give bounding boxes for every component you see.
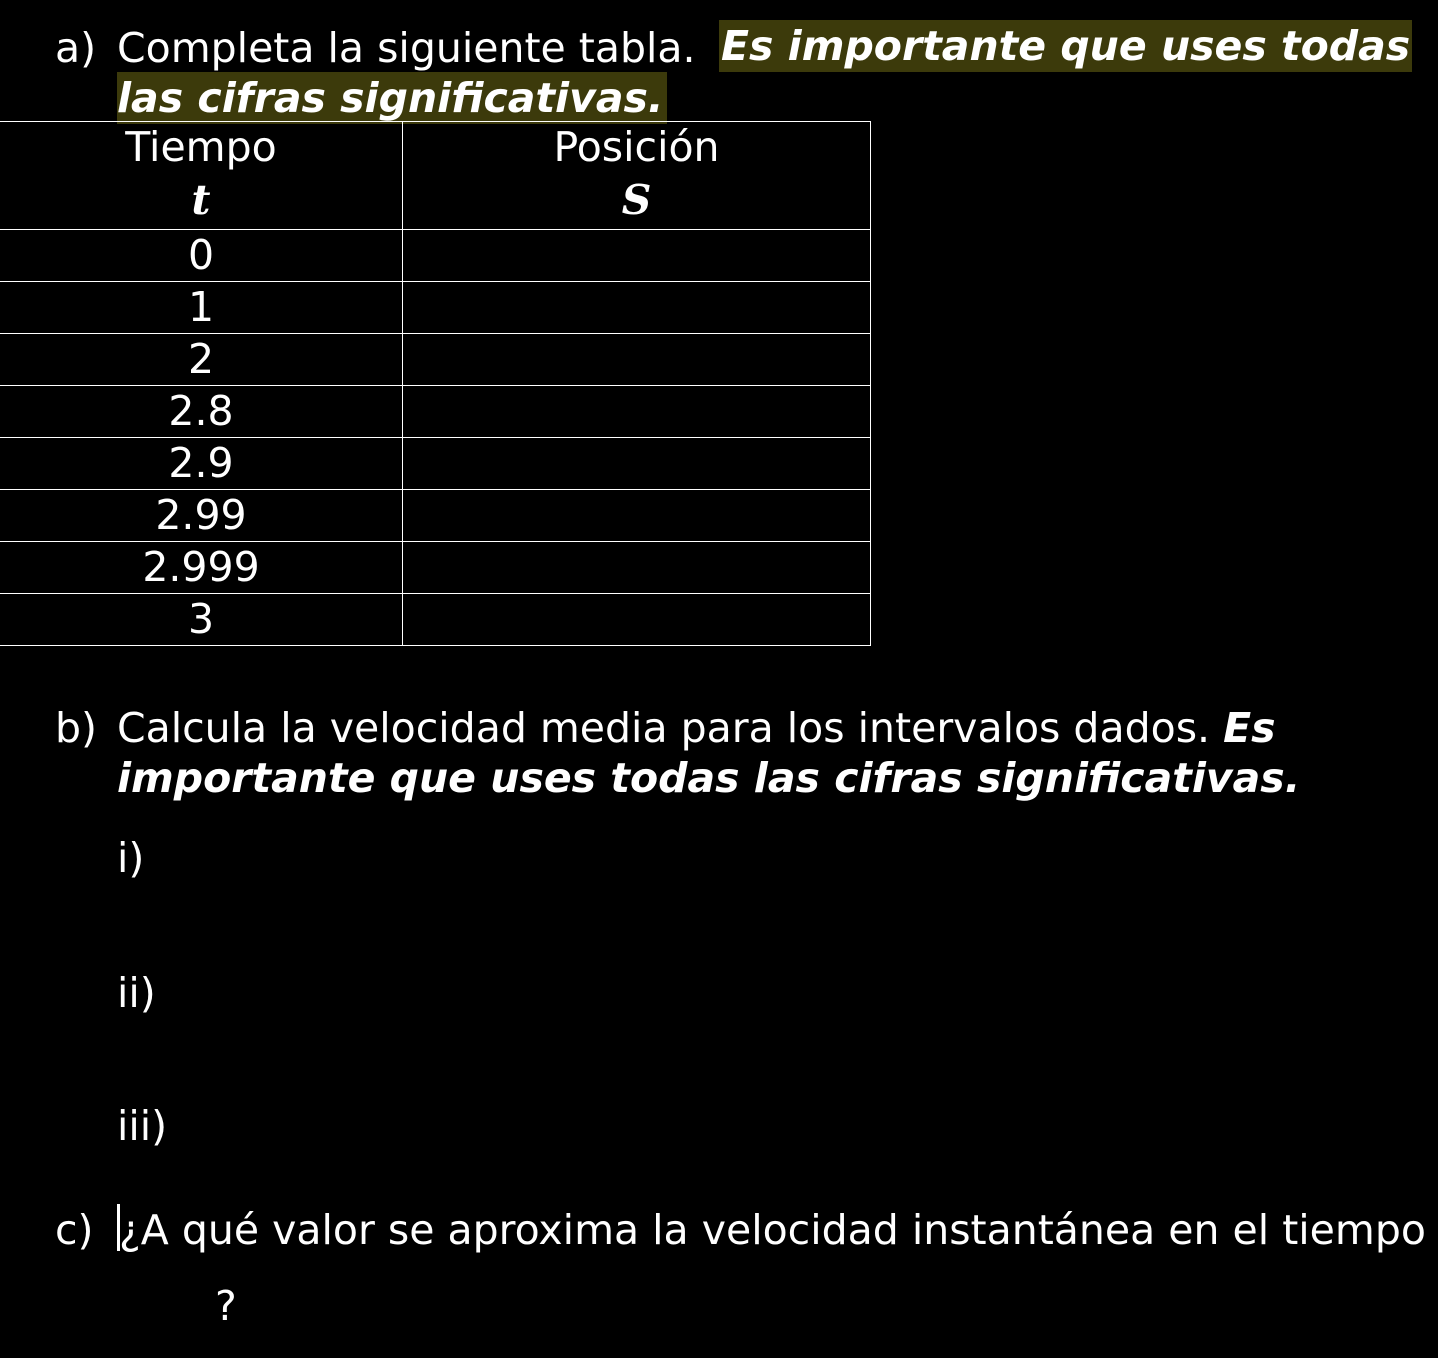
position-header: Posición bbox=[553, 123, 720, 171]
time-cell: 2.8 bbox=[0, 386, 403, 438]
part-c-question: ¿A qué valor se aproxima la velocidad instantánea en el tiempo bbox=[119, 1206, 1426, 1254]
table-row bbox=[0, 542, 871, 594]
part-b-marker: b) bbox=[55, 704, 98, 752]
position-cell[interactable] bbox=[403, 282, 871, 334]
part-b-instruction-line1 bbox=[117, 702, 1276, 754]
part-b-emphasis-line2: importante que uses todas las cifras significativas. bbox=[117, 754, 1301, 802]
part-a-marker: a) bbox=[55, 24, 97, 72]
position-header-cell bbox=[403, 122, 871, 230]
time-header: Tiempo bbox=[125, 123, 277, 171]
position-cell[interactable] bbox=[403, 438, 871, 490]
part-a-highlight-line2: las cifras significativas. bbox=[117, 72, 667, 124]
time-cell: 2 bbox=[0, 334, 403, 386]
position-cell[interactable] bbox=[403, 594, 871, 646]
part-c-question-mark: ? bbox=[215, 1282, 237, 1330]
part-b-instruction: Calcula la velocidad media para los intervalos dados. bbox=[117, 704, 1211, 752]
part-b-item-iii: iii) bbox=[117, 1102, 168, 1150]
position-cell[interactable] bbox=[403, 230, 871, 282]
part-a-instruction: Completa la siguiente tabla. bbox=[117, 24, 696, 72]
part-b-emphasis-start: Es bbox=[1223, 704, 1276, 752]
position-cell[interactable] bbox=[403, 490, 871, 542]
time-header-cell bbox=[0, 122, 403, 230]
table-row bbox=[0, 594, 871, 646]
time-symbol: t bbox=[191, 176, 211, 224]
part-b-item-ii: ii) bbox=[117, 969, 156, 1017]
time-cell: 0 bbox=[0, 230, 403, 282]
table-row bbox=[0, 282, 871, 334]
position-cell[interactable] bbox=[403, 542, 871, 594]
time-cell: 2.999 bbox=[0, 542, 403, 594]
part-b-item-i: i) bbox=[117, 834, 145, 882]
part-a-highlight-line1: Es importante que uses todas bbox=[721, 22, 1411, 70]
position-cell[interactable] bbox=[403, 386, 871, 438]
table-row bbox=[0, 438, 871, 490]
position-cell[interactable] bbox=[403, 334, 871, 386]
time-cell: 3 bbox=[0, 594, 403, 646]
table-row bbox=[0, 386, 871, 438]
position-table bbox=[0, 121, 871, 646]
table-row bbox=[0, 490, 871, 542]
time-cell: 2.9 bbox=[0, 438, 403, 490]
time-cell: 1 bbox=[0, 282, 403, 334]
part-c-marker: c) bbox=[55, 1206, 94, 1254]
table-row bbox=[0, 230, 871, 282]
position-symbol: S bbox=[621, 176, 652, 224]
table-header-row bbox=[0, 122, 871, 230]
table-row bbox=[0, 334, 871, 386]
time-cell: 2.99 bbox=[0, 490, 403, 542]
